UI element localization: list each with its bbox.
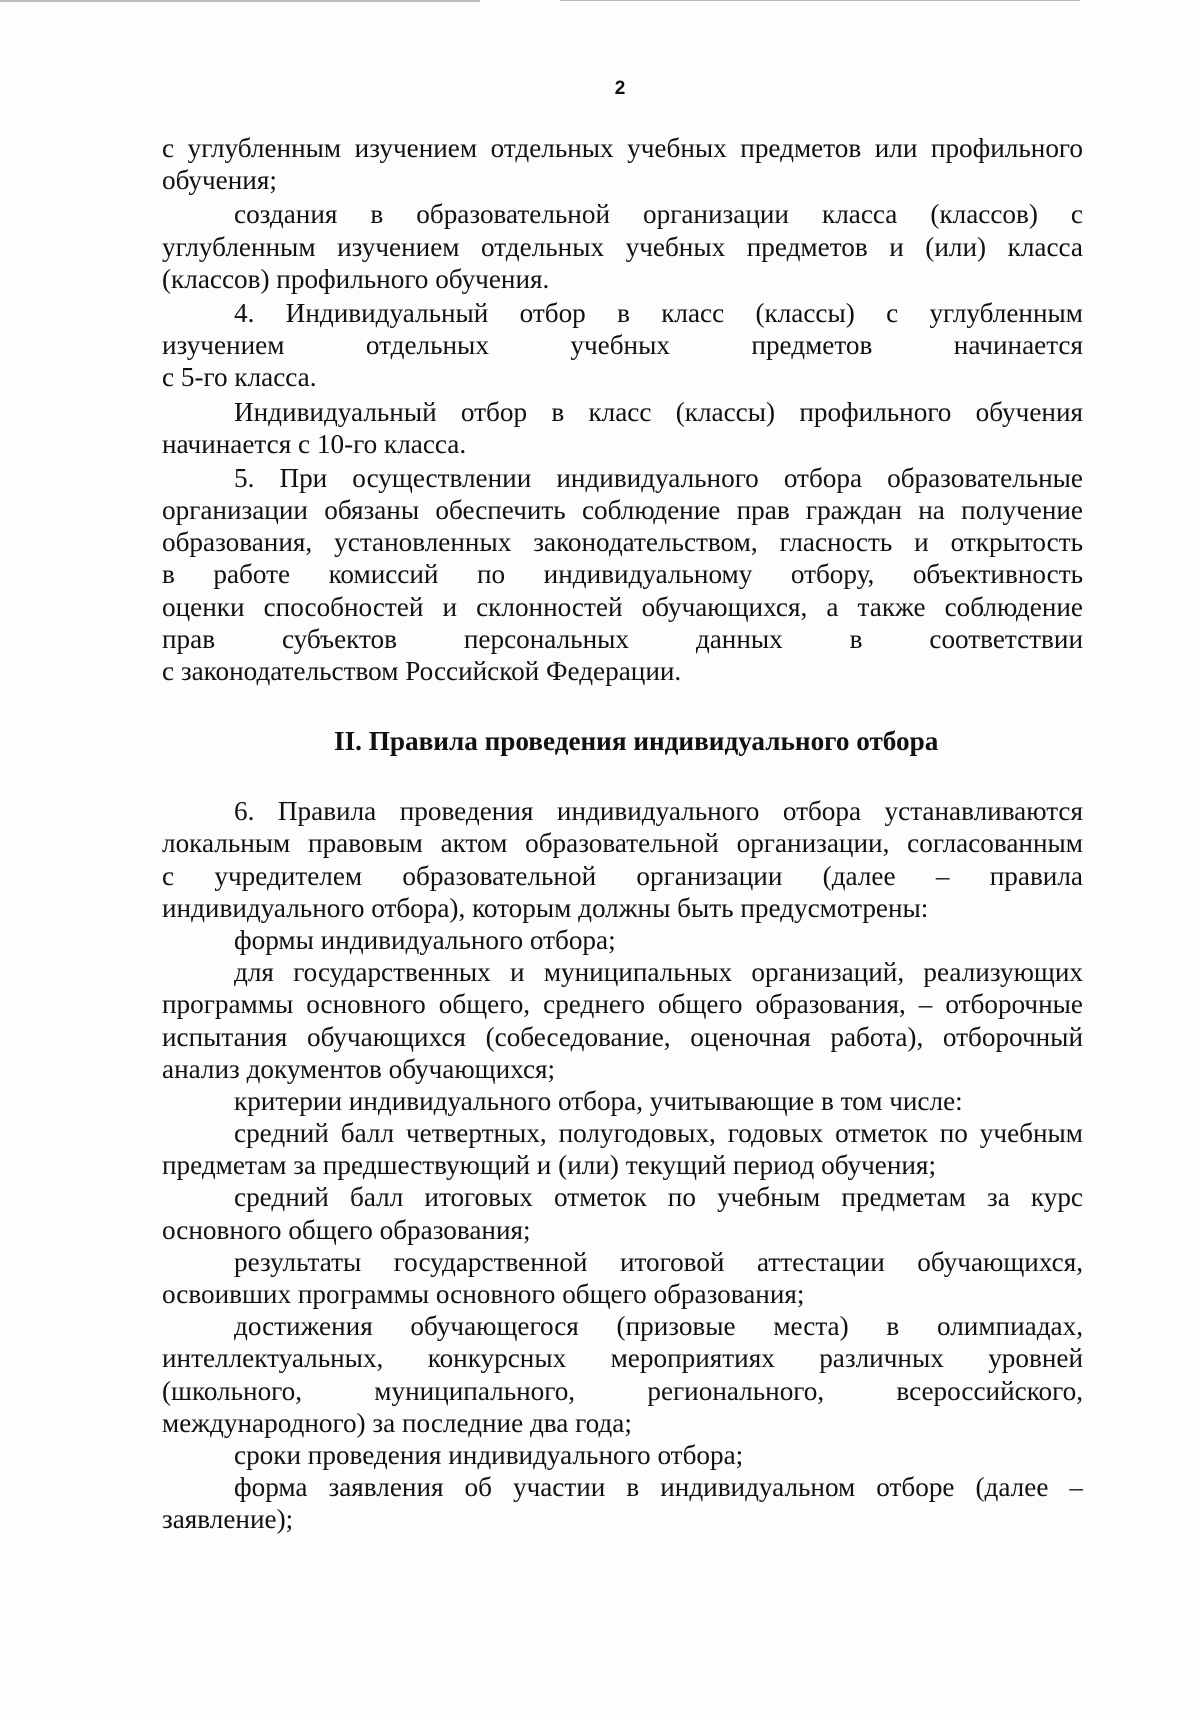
- text-line: оценки способностей и склонностей обучающихся, а также соблюдение: [162, 591, 1083, 622]
- text-line: с законодательством Российской Федерации.: [162, 656, 682, 686]
- text-line: (классов) профильного обучения.: [162, 263, 550, 294]
- text-line: организации обязаны обеспечить соблюдение прав граждан на получение: [162, 495, 1083, 526]
- text-line: основного общего образования;: [162, 1214, 531, 1245]
- text-line: 5. При осуществлении индивидуального отбора образовательные: [234, 462, 1083, 493]
- text-line: средний балл четвертных, полугодовых, годовых отметок по учебным: [234, 1118, 1083, 1149]
- page-number: 2: [614, 78, 626, 99]
- text-line: сроки проведения индивидуального отбора;: [234, 1439, 744, 1470]
- text-line: формы индивидуального отбора;: [234, 924, 616, 955]
- text-line: Индивидуальный отбор в класс (классы) профильного обучения: [234, 396, 1083, 427]
- text-line: предметам за предшествующий и (или) текущий период обучения;: [162, 1150, 936, 1181]
- text-line: международного) за последние два года;: [162, 1407, 632, 1438]
- text-line: с углубленным изучением отдельных учебных предметов или профильного: [162, 133, 1083, 163]
- text-line: с учредителем образовательной организации (далее – правила: [162, 860, 1083, 891]
- text-line: углубленным изучением отдельных учебных предметов и (или) класса: [162, 231, 1083, 262]
- text-line: обучения;: [162, 165, 277, 196]
- text-line: создания в образовательной организации класса (классов) с: [234, 199, 1083, 230]
- text-line: анализ документов обучающихся;: [162, 1053, 556, 1084]
- text-line: прав субъектов персональных данных в соответствии: [162, 623, 1083, 654]
- text-line: программы основного общего, среднего общего образования, – отборочные: [162, 989, 1083, 1020]
- text-line: индивидуального отбора), которым должны быть предусмотрены:: [162, 892, 929, 923]
- text-line: изучением отдельных учебных предметов начинается: [162, 330, 1083, 361]
- text-line: форма заявления об участии в индивидуальном отборе (далее –: [234, 1472, 1083, 1503]
- scan-edge-mark: [560, 0, 1080, 1]
- text-line: критерии индивидуального отбора, учитывающие в том числе:: [234, 1085, 963, 1116]
- section-1-text: [162, 132, 1083, 687]
- text-line: с 5-го класса.: [162, 362, 317, 393]
- text-line: средний балл итоговых отметок по учебным предметам за курс: [234, 1182, 1083, 1213]
- text-line: испытания обучающихся (собеседование, оценочная работа), отборочный: [162, 1021, 1083, 1052]
- text-line: в работе комиссий по индивидуальному отбору, объективность: [162, 559, 1083, 590]
- text-line: локальным правовым актом образовательной организации, согласованным: [162, 828, 1083, 859]
- text-line: интеллектуальных, конкурсных мероприятиях различных уровней: [162, 1343, 1083, 1374]
- text-line: образования, установленных законодательством, гласность и открытость: [162, 527, 1083, 558]
- scan-edge-mark: [0, 0, 480, 2]
- text-line: начинается с 10-го класса.: [162, 428, 467, 459]
- text-line: 4. Индивидуальный отбор в класс (классы) с углубленным: [234, 297, 1083, 328]
- text-line: освоивших программы основного общего образования;: [162, 1279, 805, 1309]
- text-line: достижения обучающегося (призовые места) в олимпиадах,: [234, 1311, 1083, 1342]
- text-line: результаты государственной итоговой аттестации обучающихся,: [234, 1246, 1083, 1277]
- document-body: [162, 132, 1083, 1536]
- text-line: для государственных и муниципальных организаций, реализующих: [234, 957, 1083, 988]
- text-line: (школьного, муниципального, регионального, всероссийского,: [162, 1375, 1083, 1406]
- section-heading: II. Правила проведения индивидуального отбора: [334, 726, 939, 757]
- text-line: заявление);: [162, 1504, 294, 1535]
- text-line: 6. Правила проведения индивидуального отбора устанавливаются: [234, 796, 1083, 827]
- section-2-text: [162, 795, 1083, 1535]
